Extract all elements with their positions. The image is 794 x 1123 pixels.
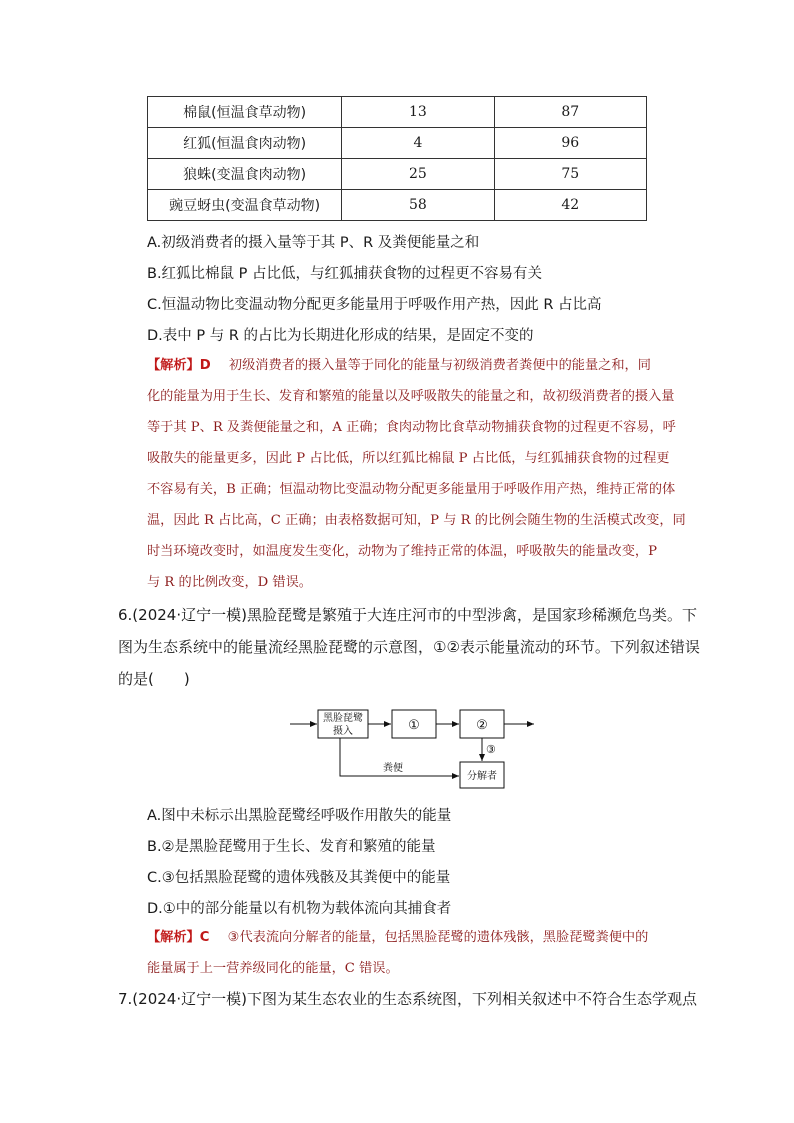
feces-label: 粪便 [383, 763, 403, 774]
table-cell: 96 [494, 128, 646, 159]
intake-label-1: 黑脸琵鹭 [323, 713, 363, 724]
analysis-line: 时当环境改变时，如温度发生变化，动物为了维持正常的体温，呼吸散失的能量改变，P [147, 544, 657, 559]
q5-option-d: D.表中 P 与 R 的占比为长期进化形成的结果，是固定不变的 [147, 328, 534, 344]
table-row [148, 97, 647, 128]
energy-allocation-table [147, 96, 647, 221]
table-cell: 58 [342, 190, 494, 221]
question-line: 6.(2024·辽宁一模)黑脸琵鹭是繁殖于大连庄河市的中型涉禽，是国家珍稀濒危鸟类。下 [118, 606, 697, 624]
table-cell: 87 [494, 97, 646, 128]
analysis-line: 吸散失的能量更多，因此 P 占比低，所以红狐比棉鼠 P 占比低，与红狐捕获食物的过程更 [147, 451, 670, 466]
energy-flow-diagram [288, 698, 538, 790]
analysis-line: 初级消费者的摄入量等于同化的能量与初级消费者粪便中的能量之和，同 [228, 358, 651, 373]
q5-option-c: C.恒温动物比变温动物分配更多能量用于呼吸作用产热，因此 R 占比高 [147, 297, 602, 313]
analysis-line: 化的能量为用于生长、发育和繁殖的能量以及呼吸散失的能量之和，故初级消费者的摄入量 [147, 389, 675, 404]
q6-option-d: D.①中的部分能量以有机物为载体流向其捕食者 [147, 901, 452, 917]
q5-option-b: B.红狐比棉鼠 P 占比低，与红狐捕获食物的过程更不容易有关 [147, 266, 543, 282]
analysis-line: ③代表流向分解者的能量，包括黑脸琵鹭的遗体残骸，黑脸琵鹭粪便中的 [227, 930, 649, 945]
label-3: ③ [486, 743, 496, 756]
table-cell: 豌豆蚜虫(变温食草动物) [148, 190, 342, 221]
analysis-line: 温，因此 R 占比高，C 正确；由表格数据可知，P 与 R 的比例会随生物的生活模式改变，同 [147, 513, 686, 528]
box-2-label: ② [476, 718, 488, 733]
table-cell: 棉鼠(恒温食草动物) [148, 97, 342, 128]
question-line: 图为生态系统中的能量流经黑脸琵鹭的示意图，①②表示能量流动的环节。下列叙述错误 [118, 638, 700, 656]
analysis-tag: 【解析】D [147, 358, 211, 373]
table-cell: 红狐(恒温食肉动物) [148, 128, 342, 159]
analysis-tag: 【解析】C [147, 930, 210, 945]
table-cell: 42 [494, 190, 646, 221]
table-cell: 75 [494, 159, 646, 190]
analysis-line: 等于其 P、R 及粪便能量之和，A 正确；食肉动物比食草动物捕获食物的过程更不容易，呼 [147, 420, 676, 435]
table-cell: 25 [342, 159, 494, 190]
decomposer-label: 分解者 [467, 771, 497, 782]
table-cell: 狼蛛(变温食肉动物) [148, 159, 342, 190]
analysis-line: 能量属于上一营养级同化的能量，C 错误。 [147, 961, 399, 976]
table-cell: 4 [342, 128, 494, 159]
box-1-label: ① [408, 718, 420, 733]
question-line: 的是( ) [118, 670, 190, 688]
table-row [148, 190, 647, 221]
analysis-line: 不容易有关，B 正确；恒温动物比变温动物分配更多能量用于呼吸作用产热，维持正常的体 [147, 482, 676, 497]
q6-option-b: B.②是黑脸琵鹭用于生长、发育和繁殖的能量 [147, 839, 436, 855]
analysis-line: 与 R 的比例改变，D 错误。 [147, 575, 312, 590]
question-line: 7.(2024·辽宁一模)下图为某生态农业的生态系统图，下列相关叙述中不符合生态学观点 [118, 990, 697, 1008]
table-cell: 13 [342, 97, 494, 128]
q6-option-a: A.图中未标示出黑脸琵鹭经呼吸作用散失的能量 [147, 808, 452, 824]
table-row [148, 159, 647, 190]
q6-option-c: C.③包括黑脸琵鹭的遗体残骸及其粪便中的能量 [147, 870, 451, 886]
table-row [148, 128, 647, 159]
q5-option-a: A.初级消费者的摄入量等于其 P、R 及粪便能量之和 [147, 235, 480, 251]
intake-label-2: 摄入 [333, 726, 353, 737]
